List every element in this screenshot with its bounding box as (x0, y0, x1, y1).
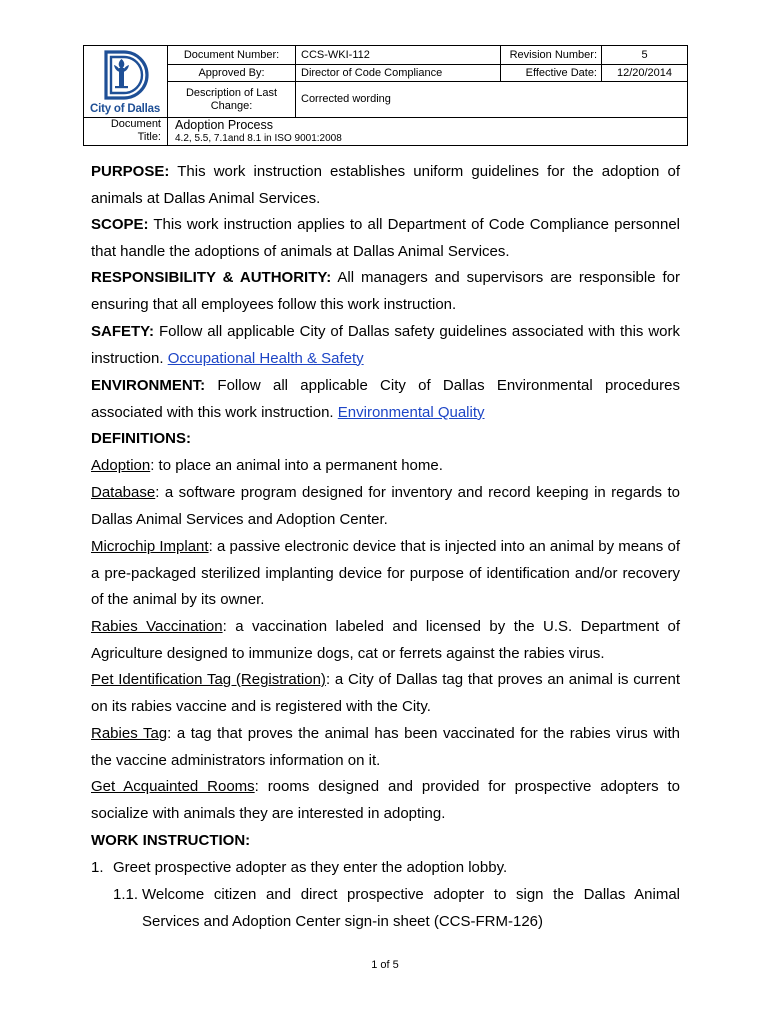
safety-paragraph (91, 319, 680, 372)
city-seal-icon (84, 46, 166, 102)
safety-label: SAFETY: (91, 323, 155, 340)
step-1-text: Greet prospective adopter as they enter the adoption lobby. (113, 859, 508, 876)
definition-text: : a vaccination labeled and licensed by the U.S. Department of Agriculture designed to immunize dogs, cat or ferrets against the rabies virus. (91, 618, 680, 662)
definition-text: : a software program designed for inventory and record keeping in regards to Dallas Animal Services and Adoption Center. (91, 484, 680, 528)
effective-value: 12/20/2014 (616, 66, 673, 79)
scope-label: SCOPE: (91, 216, 149, 233)
purpose-label: PURPOSE: (91, 163, 170, 180)
definition-rabies-tag (91, 721, 680, 774)
title-label-line2: Title: (137, 131, 161, 143)
definition-get-acquainted-rooms (91, 774, 680, 827)
environment-paragraph (91, 373, 680, 426)
definition-microchip-implant (91, 534, 680, 614)
revision-label: Revision Number: (509, 48, 597, 61)
description-value: Corrected wording (301, 93, 391, 105)
definition-text: : a City of Dallas tag that proves an animal is current on its rabies vaccine and is registered with the City. (91, 671, 680, 715)
page-number: 1 of 5 (371, 959, 399, 971)
doc-number-label: Document Number: (183, 48, 280, 61)
definition-term: Rabies Tag (91, 725, 168, 742)
definition-text: : a passive electronic device that is injected into an animal by means of a pre-packaged sterilized implanting device for purpose of identification and/or recovery of the animal by its owner. (91, 538, 680, 609)
scope-text: This work instruction applies to all Department of Code Compliance personnel that handle the adoptions of animals at Dallas Animal Services. (91, 216, 680, 260)
definition-term: Pet Identification Tag (Registration) (91, 671, 326, 688)
city-name: City of Dallas (89, 103, 161, 115)
work-instruction-heading: WORK INSTRUCTION: (91, 832, 251, 849)
approved-value: Director of Code Compliance (301, 66, 443, 79)
city-of-dallas-logo (84, 46, 166, 118)
definition-text: : a tag that proves the animal has been vaccinated for the rabies virus with the vaccine administrators information on it. (91, 725, 681, 769)
definition-adoption (91, 453, 680, 480)
responsibility-label: RESPONSIBILITY & AUTHORITY: (91, 269, 332, 286)
scope-paragraph (91, 212, 680, 265)
title-label-line1: Document (110, 118, 161, 130)
environment-text: Follow all applicable City of Dallas Environmental procedures associated with this work instruction. (91, 377, 680, 421)
occupational-health-safety-link[interactable]: Occupational Health & Safety (167, 349, 364, 367)
definition-term: Microchip Implant (91, 538, 209, 555)
description-label: Description of Last Change: (185, 86, 278, 112)
definitions-heading: DEFINITIONS: (91, 430, 191, 447)
definition-text: : rooms designed and provided for prospective adopters to socialize with animals they are interested in adopting. (91, 778, 680, 822)
document-title: Adoption Process (175, 117, 273, 132)
step-1-number: 1. (91, 859, 104, 876)
approved-label: Approved By: (198, 66, 265, 79)
safety-text: Follow all applicable City of Dallas safety guidelines associated with this work instruction. (91, 323, 680, 367)
definition-term: Adoption (91, 457, 151, 474)
definition-text: : to place an animal into a permanent home. (150, 457, 443, 474)
responsibility-paragraph (91, 265, 680, 318)
effective-label: Effective Date: (525, 66, 597, 79)
doc-number-value: CCS-WKI-112 (301, 48, 370, 61)
definition-term: Get Acquainted Rooms (91, 778, 255, 795)
environmental-quality-link[interactable]: Environmental Quality (337, 403, 485, 421)
environment-label: ENVIRONMENT: (91, 377, 206, 394)
step-1-1-number: 1.1. (113, 886, 139, 903)
step-1-1-text: Welcome citizen and direct prospective adopter to sign the Dallas Animal Services and Adoption Center sign-in sheet (CCS-FRM-126) (142, 886, 680, 930)
definition-pet-identification-tag (91, 667, 680, 720)
purpose-paragraph (91, 159, 680, 212)
definition-database (91, 480, 680, 533)
document-header-table (83, 45, 688, 146)
responsibility-text: All managers and supervisors are responsible for ensuring that all employees follow this work instruction. (91, 269, 680, 313)
definition-rabies-vaccination (91, 614, 680, 667)
iso-reference: 4.2, 5.5, 7.1and 8.1 in ISO 9001:2008 (175, 133, 342, 144)
definition-term: Database (91, 484, 156, 501)
revision-value: 5 (641, 48, 648, 61)
purpose-text: This work instruction establishes uniform guidelines for the adoption of animals at Dallas Animal Services. (91, 163, 680, 207)
definition-term: Rabies Vaccination (91, 618, 223, 635)
